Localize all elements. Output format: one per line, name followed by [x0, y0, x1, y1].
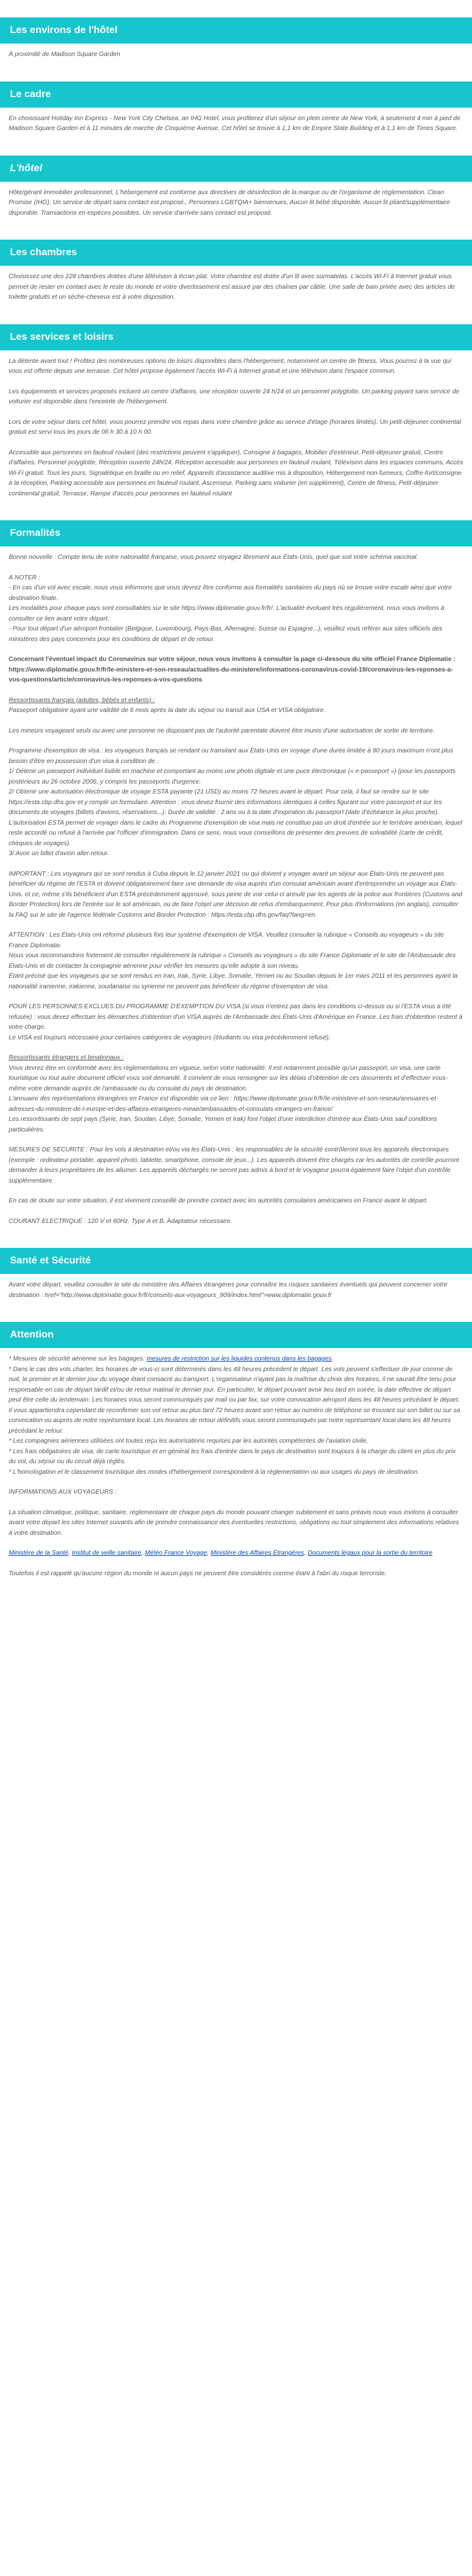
coronavirus-notice [9, 655, 463, 686]
coronavirus-link[interactable]: https://www.diplomatie.gouv.fr/fr/le-ministere-et-son-reseau/actualites-du-ministere/informations-coronavirus-covid-19/coronavirus-les-reponses-a-vos-questions/article/coronavirus-les-reponses-a-vos-questions [9, 666, 453, 683]
attention-line: Nous vous recommandons fortement de consulter régulièrement la rubrique « Conseils au voyageurs » du site France Diplomatie et le site de l'Ambassade des États-Unis et de contacter la compagnie aérienne pour vérifier les mesures qu'elle adopte à son niveau. [9, 952, 456, 970]
terrorism-notice: Toutefois il est rappelé qu'aucune région du monde ni aucun pays ne peuvent être considérés comme étant à l'abri du risque terroriste. [9, 1570, 387, 1577]
section-body-sante [0, 1274, 472, 1314]
attention-visa-block [9, 930, 463, 992]
attention-line: ATTENTION : Les États-Unis ont réformé plusieurs fois leur système d'exemption de VISA. Veuillez consulter la rubrique « Conseils au voyageurs » du site France Diplomatie. [9, 932, 444, 949]
link-affaires-etrangeres[interactable]: Ministère des Affaires Étrangères [210, 1550, 304, 1557]
section-chambres [0, 240, 472, 317]
link-institut-veille[interactable]: Institut de veille sanitaire [72, 1550, 141, 1557]
section-title-chambres: Les chambres [0, 240, 472, 266]
link-documents-legaux[interactable]: Documents légaux pour la sortie du territoire [308, 1550, 433, 1557]
foreign-line: Les ressortissants de sept pays (Syrie, Iran, Soudan, Libye, Somalie, Yemen et Irak) font l'objet d'une interdiction d'entrée aux États-Unis sauf conditions particulières. [9, 1116, 438, 1133]
visa-step: 2/ Obtenir une autorisation électronique de voyage ESTA payante (21 USD) au moins 72 heures avant le départ. Pour cela, il faut se rendre sur le site https://esta.cbp.dhs.gov et y remplir un formulaire. Attention : vous devez fournir des informations identiques à celles figurant sur votre passeport et sur les documents de voyages (billets d'avions, réservations...). Durée de validité : 2 ans ou à la date d'expiration du passeport (date d'échéance la plus proche). [9, 789, 442, 816]
section-body-cadre [0, 108, 472, 148]
section-title-hotel: L'hôtel [0, 156, 472, 182]
coronavirus-text: Concernant l'éventuel impact du Coronavirus sur votre séjour, nous vous invitons à consulter la page ci-dessous du site officiel France Diplomatie : [9, 656, 456, 663]
formalites-paragraph: Les mineurs voyageant seuls ou avec une personne ne disposant pas de l'autorité parentale doivent être munis d'une autorisation de sortie de territoire. [9, 727, 435, 734]
travellers-info-text: La situation climatique, politique, sanitaire, réglementaire de chaque pays du monde pouvant changer subitement et sans préavis nous vous invitons à consulter avant votre départ les sites Internet suivants afin de prendre connaissance des éventuelles restrictions, obligations ou tout simplement des informations relatives à votre destination. [9, 1509, 460, 1537]
cadre-text: En choisissant Holiday Inn Express - New York City Chelsea, an IHG Hotel, vous profiterez d'un séjour en plein centre de New York, à seulement 4 min à pied de Madison Square Garden et à 11 minutes de marche de Cinquième Avenue. Cet hôtel se trouve à 1,1 km de Empire State Building et à 1,1 km de Times Square. [9, 115, 461, 132]
attention-line: * Les frais obligatoires de visa, de carte touristique et en général les frais d'entrée dans le pays de destination sont toujours à la charge du client en plus du prix du vol, du séjour ou du circuit déjà réglés. [9, 1448, 456, 1465]
visa-step: 1/ Détenir un passeport individuel lisible en machine et comportant au moins une photo digitale et une puce électronique (« e-passeport ») (pour les passeports postérieurs au 26 octobre 2006, y compris les passeports d'urgence. [9, 768, 456, 785]
foreign-heading: Ressortissants étrangers et binationaux : [9, 1054, 124, 1061]
section-loisirs [0, 324, 472, 513]
section-environs [0, 17, 472, 74]
sante-text: Avant votre départ, veuillez consulter le site du ministère des Affaires étrangères pour connaître les risques sanitaires éventuels qui peuvent concerner votre destination : href="http://www.diplomatie.gouv.fr/fr/conseils-aux-voyageurs_909/index.html">www.diplomatie.gouv.fr [9, 1281, 448, 1299]
environs-text: À proximité de Madison Square Garden [9, 51, 120, 58]
punctuation: . [331, 1356, 334, 1362]
section-title-attention: Attention [0, 1322, 472, 1348]
section-title-loisirs: Les services et loisirs [0, 324, 472, 350]
loisirs-paragraph: Accessible aux personnes en fauteuil roulant (des restrictions peuvent s'appliquer), Consigne à bagages, Mobilier d'extérieur, Petit-déjeuner gratuit, Centre d'affaires, Personnel polyglotte, Réception ouverte 24h/24, Réception accessible aux personnes en fauteuil roulant, Télévision dans les espaces communs, Accès Wi-Fi gratuit, Tous les jours, Signalétique en braille ou en relief, Appareils d'assistance auditive mis à disposition, Hébergement non-fumeurs, Coffre-fort/consigne à la réception, Parking accessible aux personnes en fauteuil roulant, Ascenseur, Parking sans voiturier (en supplément), Centre de fitness, Petit-déjeuner continental gratuit, Terrasse, Rampe d'accès pour personnes en fauteuil roulant [9, 449, 463, 497]
passport-block [9, 696, 463, 716]
section-body-environs [0, 44, 472, 74]
visa-step: L'autorisation ESTA permet de voyager dans le cadre du Programme d'exemption de visa mais ne constitue pas un droit d'entrée sur le territoire américain, lequel reste accordé ou refusé à l'arrivée par l'officier d'immigration. Dans ce sens, nous vous conseillons de présenter des preuves de solvabilité (carte de crédit, chèques de voyages). [9, 819, 463, 847]
formalites-paragraph: En cas de doute sur votre situation, il est vivement conseillé de prendre contact avec les autorités consulaires américaines en France avant le départ. [9, 1197, 428, 1204]
section-formalites [0, 520, 472, 1240]
travellers-info-heading: INFORMATIONS AUX VOYAGEURS : [9, 1489, 117, 1496]
foreign-line: Vous devrez être en conformité avec les réglementations en vigueur, selon votre nationalité. Il est notamment possible qu'un passeport, un visa, une carte touristique ou tout autre document officiel vous soit demandé. Il convient de vous renseigner sur les délais d'obtention de ces documents et d'effectuer vous-même votre demande auprès de l'ambassade ou du consulat du pays de destination. [9, 1064, 448, 1092]
section-title-sante: Santé et Sécurité [0, 1248, 472, 1274]
foreign-nationals-block [9, 1053, 463, 1135]
loisirs-paragraph: La détente avant tout ! Profitez des nombreuses options de loisirs disponibles dans l'hébergement, notamment un centre de fitness. Vous pourrez à la vue qui vous est offerte depuis une terrasse. Cet hôtel propose également l'accès Wi-Fi à Internet gratuit et une télévision dans l'espace commun. [9, 357, 451, 375]
passport-text: Passeport obligatoire ayant une validité de 6 mois après la date du séjour ou transit aux USA et VISA obligatoire. [9, 707, 326, 714]
attention-line: * Dans le cas des vols charter, les horaires de vous-ci sont déterminés dans les 48 heures précédent le départ. Les vols peuvent s'effectuer de jour comme de nuit, le premier et le dernier jour du voyage étant consacré au transport. L'organisateur n'ayant pas la maîtrise du choix des horaires, il ne saurait être tenu pour responsable en cas de départ tardif et/ou de retour matinal le dernier jour. En particulier, le départ pouvant avoir lieu tard en soirée, la date effective de départ peut être celle du lendemain. Les horaires vous seront communiqués par mail ou par fax, sur votre convocation aéroport dans les 48 heures précédant le départ. Il vous appartiendra cependant de reconfirmer son vol retour au plus tard 72 heures avant son retour au numéro de téléphone se trouvant sur son billet ou sur sa convocation ou auprès de notre représentant local. Les horaires de retour définitifs vous seront communiqués par notre représentant local dans les 48 heures précédant le retour. [9, 1365, 460, 1435]
formalites-note [9, 573, 463, 645]
loisirs-paragraph: Lors de votre séjour dans cet hôtel, vous pourrez prendre vos repas dans votre chambre grâce au service d'étage (horaires limités). Un petit-déjeuner continental gratuit est servi tous les jours de 06 h 30 à 10 h 00. [9, 418, 461, 436]
excluded-line: POUR LES PERSONNES EXCLUES DU PROGRAMME D'EXEMPTION DU VISA (si vous n'entrez pas dans les conditions ci-dessus ou si l'ESTA vous a été refusée) : vous devez effectuer les démarches d'obtention d'un VISA auprès de l'Ambassade des États-Unis d'Amérique en France. Les frais d'obtention restent à votre charge. [9, 1003, 463, 1031]
note-line: - En cas d'un vol avec escale, nous vous informons que vous devrez être conforme aux formalités sanitaires du pays où se trouve votre escale ainsi que votre destination finale. [9, 584, 452, 602]
formalites-paragraph: Bonne nouvelle : Compte tenu de votre nationalité française, vous pouvez voyagez librement aux États-Unis, quel que soit votre schéma vaccinal. [9, 554, 418, 561]
excluded-line: Le VISA est toujours nécessaire pour certaines catégories de voyageurs (étudiants ou visa précédemment refusé). [9, 1034, 331, 1041]
section-sante [0, 1248, 472, 1314]
formalites-paragraph: MESURES DE SECURITE : Pour les vols à destination et/ou via les États-Unis : les responsables de la sécurité contrôleront tous les appareils électroniques (exemple : ordinateur portable, appareil photo, tablette, smartphone, console de jeux...). Les appareils doivent être chargés car les autorités de contrôle pourront demander à leurs propriétaires de les allumer. Les appareils déchargés ne seront pas admis à bord et le voyageur pourra également faire l'objet d'un contrôle supplémentaire. [9, 1146, 460, 1184]
note-heading: A NOTER : [9, 574, 40, 581]
loisirs-paragraph: Les équipements et services proposés incluent un centre d'affaires, une réception ouverte 24 h/24 et un personnel polyglotte. Un parking payant sans service de voiturier est disponible dans l'enceinte de l'hébergement. [9, 388, 460, 405]
section-cadre [0, 82, 472, 148]
passport-heading: Ressortissants français (adultes, bébés et enfants) : [9, 696, 155, 704]
excluded-persons-block [9, 1002, 463, 1043]
section-body-formalites [0, 546, 472, 1240]
visa-step: 3/ Avoir un billet d'avion aller-retour. [9, 850, 110, 857]
section-title-formalites: Formalités [0, 520, 472, 546]
section-body-attention [0, 1348, 472, 1593]
visa-program-text: Programme d'exemption de visa : les voyageurs français se rendant ou transitant aux États-Unis en voyage d'une durée limitée à 90 jours maximum n'ont plus besoin d'être en possession d'un visa à condition de : [9, 747, 453, 765]
section-hotel [0, 156, 472, 233]
section-body-loisirs [0, 350, 472, 513]
formalites-paragraph: IMPORTANT : Les voyageurs qui se sont rendus à Cuba depuis le 12 janvier 2021 ou qui doivent y voyager avant un séjour aux États-Unis ne peuvent pas bénéficier du régime de l'ESTA et doivent obligatoirement faire une demande de visa auprès d'un consulat américain avant d'entreprendre un voyage aux États-Unis, et ce, même s'ils bénéficient d'un ESTA précédemment approuvé, sous peine de voir celui-ci annulé par les agents de la police aux frontières (Customs and Border Protection) lors de l'entrée sur le sol américain, ou de faire l'objet une décision de refus d'embarquement. Pour plus d'informations (en anglais), consulter la FAQ sur le site de l'agence fédérale Customs and Border Protection : https://esta.cbp.dhs.gov/faq?lang=en. [9, 870, 463, 919]
section-body-chambres [0, 266, 472, 317]
visa-program-block [9, 746, 463, 859]
link-meteo-france[interactable]: Météo France Voyage [144, 1550, 207, 1557]
liquids-restriction-link[interactable]: mesures de restriction sur les liquides contenus dans les bagages [146, 1356, 332, 1362]
attention-list [9, 1354, 463, 1478]
link-ministere-sante[interactable]: Ministère de la Santé [9, 1550, 68, 1557]
note-line: Les modalités pour chaque pays sont consultables sur le site https://www.diplomatie.gouv.fr/fr/. L'actualité évoluant très régulièrement, nous vous invitons à consulter ce lien avant votre départ. [9, 605, 445, 622]
foreign-line: L'annuaire des représentations étrangères en France est disponible via ce lien : https://www.diplomatie.gouv.fr/fr/le-ministere-et-son-reseau/annuaires-et-adresses-du-ministere-de-l-europe-et-des-affaires-etrangeres-meae/ambassades-et-consulats-etrangers-en-france/ [9, 1095, 438, 1113]
attention-line: * L'homologation et le classement touristique des modes d'hébergement correspondent à la réglementation ou aux usages du pays de destination. [9, 1468, 420, 1476]
section-attention [0, 1322, 472, 1593]
note-line: - Pour tout départ d'un aéroport frontalier (Belgique, Luxembourg, Pays-Bas, Allemagne, Suisse ou Espagne...), veuillez vous référer aux sites officiels des ministères des pays concernés pour les conditions de départ et de retour. [9, 625, 443, 643]
section-title-environs: Les environs de l'hôtel [0, 17, 472, 44]
section-title-cadre: Le cadre [0, 82, 472, 108]
formalites-paragraph: COURANT ELECTRIQUE : 120 V et 60Hz. Type A et B. Adaptateur nécessaire. [9, 1217, 232, 1225]
official-links: Ministère de la Santé, Institut de veille sanitaire, Météo France Voyage, Ministère des Affaires Étrangères, Documents légaux pour la sortie du territoire [9, 1550, 433, 1557]
attention-line: Étant précisé que les voyageurs qui se sont rendus en Iran, Irak, Syrie, Libye, Somalie, Yemen ou au Soudan depuis le 1er mars 2011 et les personnes ayant la nationalité iranienne, irakienne, soudanaise ou syrienne ne peuvent pas bénéficier du régime d'exemption de visa. [9, 973, 458, 990]
security-label: * Mesures de sécurité aérienne sur les bagages: [9, 1356, 147, 1362]
hotel-text: Hôte/gérant immobilier professionnel, L'hébergement est conforme aux directives de désinfection de la marque ou de l'organisme de réglementation. Clean Promise (IHG), Un service de départ sans contact est proposé., Personnes LGBTQIA+ bienvenues, Aucun lit bébé disponible. Aucun lit pliant/supplémentaire disponible. Transactions en espèces possibles. Un service d'arrivée sans contact est proposé. [9, 189, 450, 217]
section-body-hotel [0, 182, 472, 233]
attention-line: * Les compagnies aériennes utilisées ont toutes reçu les autorisations requises par les autorités compétentes de l'aviation civile. [9, 1438, 369, 1445]
chambres-text: Choisissez une des 228 chambres dotées d'une télévision à écran plat. Votre chambre est dotée d'un lit avec surmatelas. L'accès Wi-Fi à Internet gratuit vous permet de rester en contact avec le reste du monde et votre divertissement est assuré par des chaînes par câble. Une salle de bain privée avec des articles de toilette gratuits et un sèche-cheveux est à votre disposition. [9, 273, 455, 301]
